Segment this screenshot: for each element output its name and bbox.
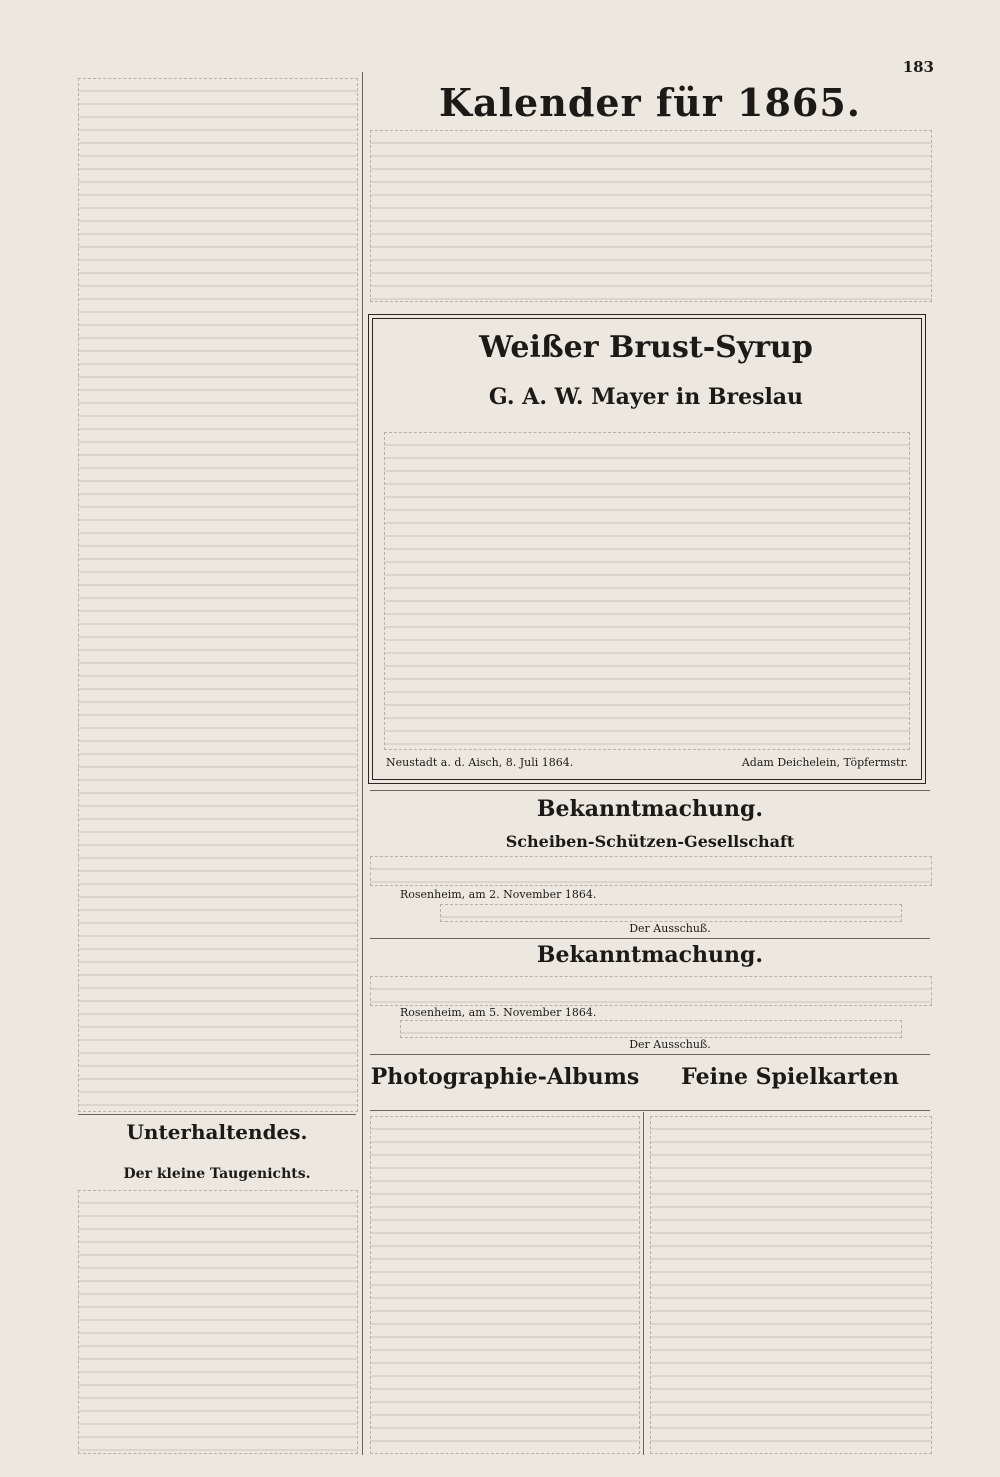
notice-2-date: Rosenheim, am 5. November 1864. [400,1006,597,1019]
divider [370,1054,930,1055]
left-story-text-region [78,1190,358,1454]
cards-title: Feine Spielkarten [681,1064,899,1090]
calendar-title: Kalender für 1865. [438,80,862,125]
divider [370,790,930,791]
notice-1-society: Scheiben-Schützen-Gesellschaft [505,832,795,851]
page-number: 183 [902,58,934,76]
notice-2-title: Bekanntmachung. [536,942,764,968]
notice-1-text-region [370,856,932,886]
albums-title: Photographie-Albums [370,1064,640,1090]
right-story-text-region [650,1116,932,1454]
notice-2-signature-region [400,1020,902,1038]
middle-story-text-region [370,1116,640,1454]
divider [78,1114,356,1115]
notice-2-text-region [370,976,932,1006]
syrup-maker: G. A. W. Mayer in Breslau [488,384,804,410]
calendar-text-region [370,130,932,302]
notice-1-date: Rosenheim, am 2. November 1864. [400,888,597,901]
notice-1-title: Bekanntmachung. [536,796,764,822]
divider [370,938,930,939]
syrup-text-region [384,432,910,750]
syrup-title: Weißer Brust-Syrup [479,330,813,365]
divider [370,1110,930,1111]
notice-2-board: Der Ausschuß. [629,1038,711,1051]
syrup-signoff-name: Adam Deichelein, Töpfermstr. [741,756,908,769]
column-divider [643,1112,644,1455]
left-heading: Unterhaltendes. [126,1120,308,1144]
story-title: Der kleine Taugenichts. [123,1166,311,1182]
column-divider [362,72,363,1455]
left-column-text-region [78,78,358,1112]
syrup-signoff-place: Neustadt a. d. Aisch, 8. Juli 1864. [386,756,574,769]
notice-1-board: Der Ausschuß. [629,922,711,935]
notice-1-signature-region [440,904,902,922]
